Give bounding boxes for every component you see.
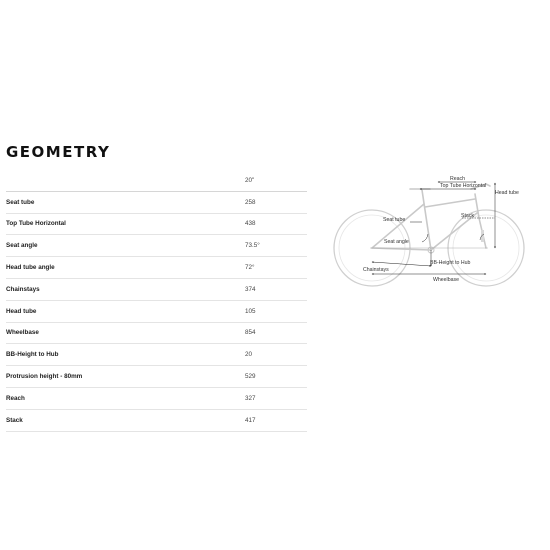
page-title: GEOMETRY (6, 143, 111, 161)
row-value: 854 (245, 329, 256, 337)
table-row (6, 410, 307, 432)
bike-geometry-diagram (330, 170, 535, 295)
row-value: 327 (245, 394, 256, 402)
geometry-table (6, 170, 307, 432)
table-header-row (6, 170, 307, 192)
table-row (6, 257, 307, 279)
table-row (6, 366, 307, 388)
label-bb-height: BB-Height to Hub (430, 260, 471, 266)
table-row (6, 301, 307, 323)
label-seat-tube: Seat tube (383, 217, 406, 223)
row-value: 73.5° (245, 242, 260, 250)
table-row (6, 192, 307, 214)
row-value: 258 (245, 198, 256, 206)
row-label: Stack (6, 416, 23, 424)
table-row (6, 235, 307, 257)
table-row (6, 214, 307, 236)
row-label: Protrusion height - 80mm (6, 373, 83, 381)
label-top-tube: Top Tube Horizontal (440, 183, 487, 189)
seat-angle-arc (422, 234, 428, 242)
label-reach: Reach (450, 176, 465, 182)
table-row (6, 323, 307, 345)
row-label: Chainstays (6, 285, 40, 293)
row-label: Seat angle (6, 242, 38, 250)
row-value: 20 (245, 351, 253, 359)
row-value: 417 (245, 416, 256, 424)
row-label: Reach (6, 394, 25, 402)
row-value: 438 (245, 220, 256, 228)
row-value: 72° (245, 264, 255, 272)
row-label: Seat tube (6, 198, 35, 206)
row-label: Top Tube Horizontal (6, 220, 66, 228)
label-wheelbase: Wheelbase (433, 277, 459, 283)
row-label: BB-Height to Hub (6, 351, 59, 359)
label-stack: Stack (461, 213, 474, 219)
row-label: Head tube angle (6, 264, 55, 272)
row-value: 529 (245, 373, 256, 381)
row-label: Head tube (6, 307, 37, 315)
table-row (6, 388, 307, 410)
row-value: 374 (245, 285, 256, 293)
label-head-tube: Head tube (495, 190, 519, 196)
table-row (6, 279, 307, 301)
row-label: Wheelbase (6, 329, 39, 337)
label-chainstays: Chainstays (363, 267, 389, 273)
size-header: 20" (245, 176, 255, 184)
table-row (6, 344, 307, 366)
row-value: 105 (245, 307, 256, 315)
label-seat-angle: Seat angle (384, 239, 409, 245)
